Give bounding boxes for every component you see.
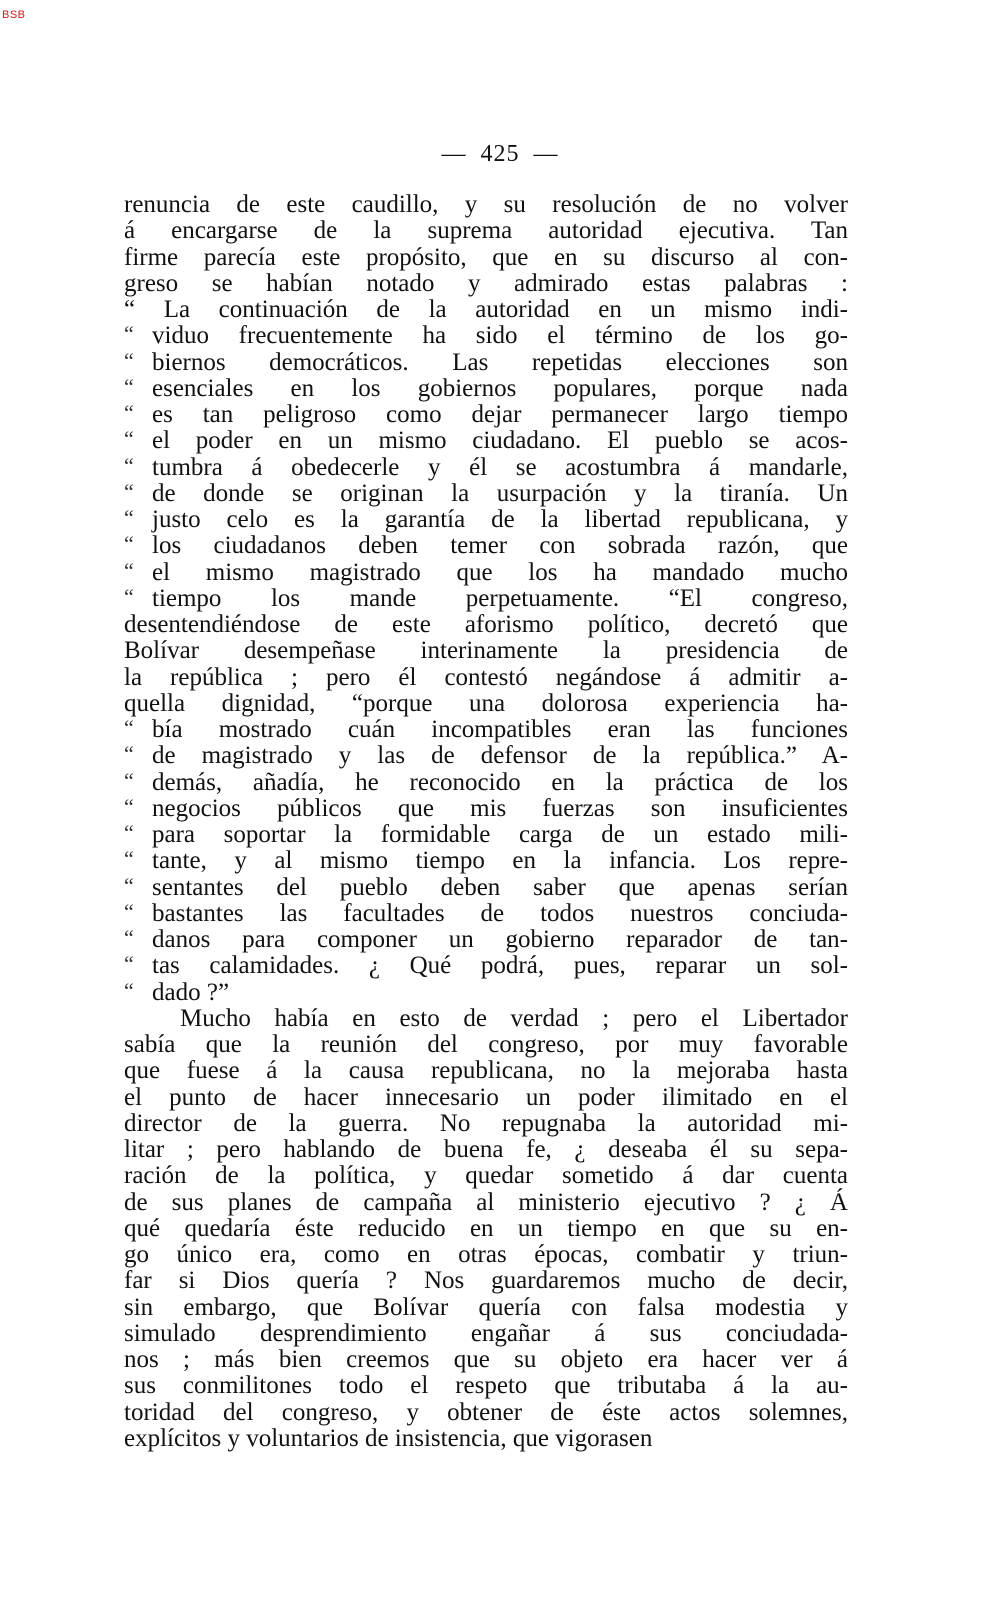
text-line: “ biernos democráticos. Las repetidas elecciones son	[124, 350, 848, 376]
text-line: “ de donde se originan la usurpación y la tiranía. Un	[124, 481, 848, 507]
text-line: “ el poder en un mismo ciudadano. El pueblo se acos-	[124, 428, 848, 454]
text-line: “ tiempo los mande perpetuamente. “El congreso,	[124, 586, 848, 612]
text-line: “ los ciudadanos deben temer con sobrada razón, que	[124, 533, 848, 559]
text-line: director de la guerra. No repugnaba la autoridad mi-	[124, 1109, 848, 1137]
text-line: “ de magistrado y las de defensor de la república.” A-	[124, 743, 848, 769]
text-line: simulado desprendimiento engañar á sus conciudada-	[124, 1319, 848, 1347]
text-line: firme parecía este propósito, que en su discurso al con-	[124, 243, 848, 271]
text-line: sin embargo, que Bolívar quería con falsa modestia y	[124, 1293, 848, 1321]
text-line: “ esenciales en los gobiernos populares, porque nada	[124, 376, 848, 402]
page-number-dash-left: —	[441, 141, 467, 167]
text-line: sabía que la reunión del congreso, por muy favorable	[124, 1031, 848, 1058]
library-watermark: BSB	[2, 9, 26, 21]
text-line: desentendiéndose de este aforismo político, decretó que	[124, 611, 848, 638]
text-line: Mucho había en esto de verdad ; pero el Libertador	[180, 1004, 848, 1032]
text-line: de sus planes de campaña al ministerio ejecutivo ? ¿ Á	[124, 1188, 848, 1216]
page-number-dash-right: —	[533, 141, 559, 167]
text-line: ración de la política, y quedar sometido á dar cuenta	[124, 1162, 848, 1190]
text-line: “ dado ?”	[124, 980, 848, 1006]
text-line: nos ; más bien creemos que su objeto era hacer ver á	[124, 1346, 848, 1373]
text-line: “ tumbra á obedecerle y él se acostumbra á mandarle,	[124, 455, 848, 481]
text-line: “ es tan peligroso como dejar permanecer largo tiempo	[124, 402, 848, 428]
text-line: litar ; pero hablando de buena fe, ¿ deseaba él su sepa-	[124, 1136, 848, 1163]
text-line: “ bía mostrado cuán incompatibles eran las funciones	[124, 717, 848, 743]
text-line: “ bastantes las facultades de todos nuestros conciuda-	[124, 901, 848, 927]
text-line: go único era, como en otras épocas, combatir y triun-	[124, 1241, 848, 1268]
text-line: toridad del congreso, y obtener de éste actos solemnes,	[124, 1398, 848, 1426]
text-line: “ La continuación de la autoridad en un mismo indi-	[124, 296, 848, 323]
text-line: “ negocios públicos que mis fuerzas son insuficientes	[124, 796, 848, 822]
text-line: “ sentantes del pueblo deben saber que apenas serían	[124, 875, 848, 901]
text-line: explícitos y voluntarios de insistencia, que vigorasen	[124, 1424, 653, 1452]
text-line: renuncia de este caudillo, y su resolución de no volver	[124, 191, 848, 218]
text-line: “ justo celo es la garantía de la libertad republicana, y	[124, 507, 848, 533]
text-line: Bolívar desempeñase interinamente la presidencia de	[124, 637, 848, 665]
text-line: que fuese á la causa republicana, no la mejoraba hasta	[124, 1057, 848, 1085]
body-text	[124, 192, 848, 1452]
page-number: 425	[480, 141, 520, 167]
text-line: “ el mismo magistrado que los ha mandado mucho	[124, 560, 848, 586]
text-line: “ tas calamidades. ¿ Qué podrá, pues, reparar un sol-	[124, 953, 848, 979]
text-line: “ demás, añadía, he reconocido en la práctica de los	[124, 770, 848, 796]
text-line: qué quedaría éste reducido en un tiempo en que su en-	[124, 1214, 848, 1242]
text-line: “ viduo frecuentemente ha sido el término de los go-	[124, 323, 848, 349]
text-line: á encargarse de la suprema autoridad ejecutiva. Tan	[124, 217, 848, 245]
text-line: far si Dios quería ? Nos guardaremos mucho de decir,	[124, 1267, 848, 1295]
text-line: la república ; pero él contestó negándose á admitir a-	[124, 663, 848, 691]
text-line: sus conmilitones todo el respeto que tributaba á la au-	[124, 1372, 848, 1400]
text-line: el punto de hacer innecesario un poder ilimitado en el	[124, 1083, 848, 1111]
text-line: greso se habían notado y admirado estas palabras :	[124, 269, 848, 297]
text-line: “ para soportar la formidable carga de un estado mili-	[124, 822, 848, 848]
page-number-header	[0, 141, 1000, 168]
text-line: “ danos para componer un gobierno reparador de tan-	[124, 927, 848, 953]
text-line: quella dignidad, “porque una dolorosa experiencia ha-	[124, 689, 848, 717]
text-line: “ tante, y al mismo tiempo en la infancia. Los repre-	[124, 848, 848, 874]
